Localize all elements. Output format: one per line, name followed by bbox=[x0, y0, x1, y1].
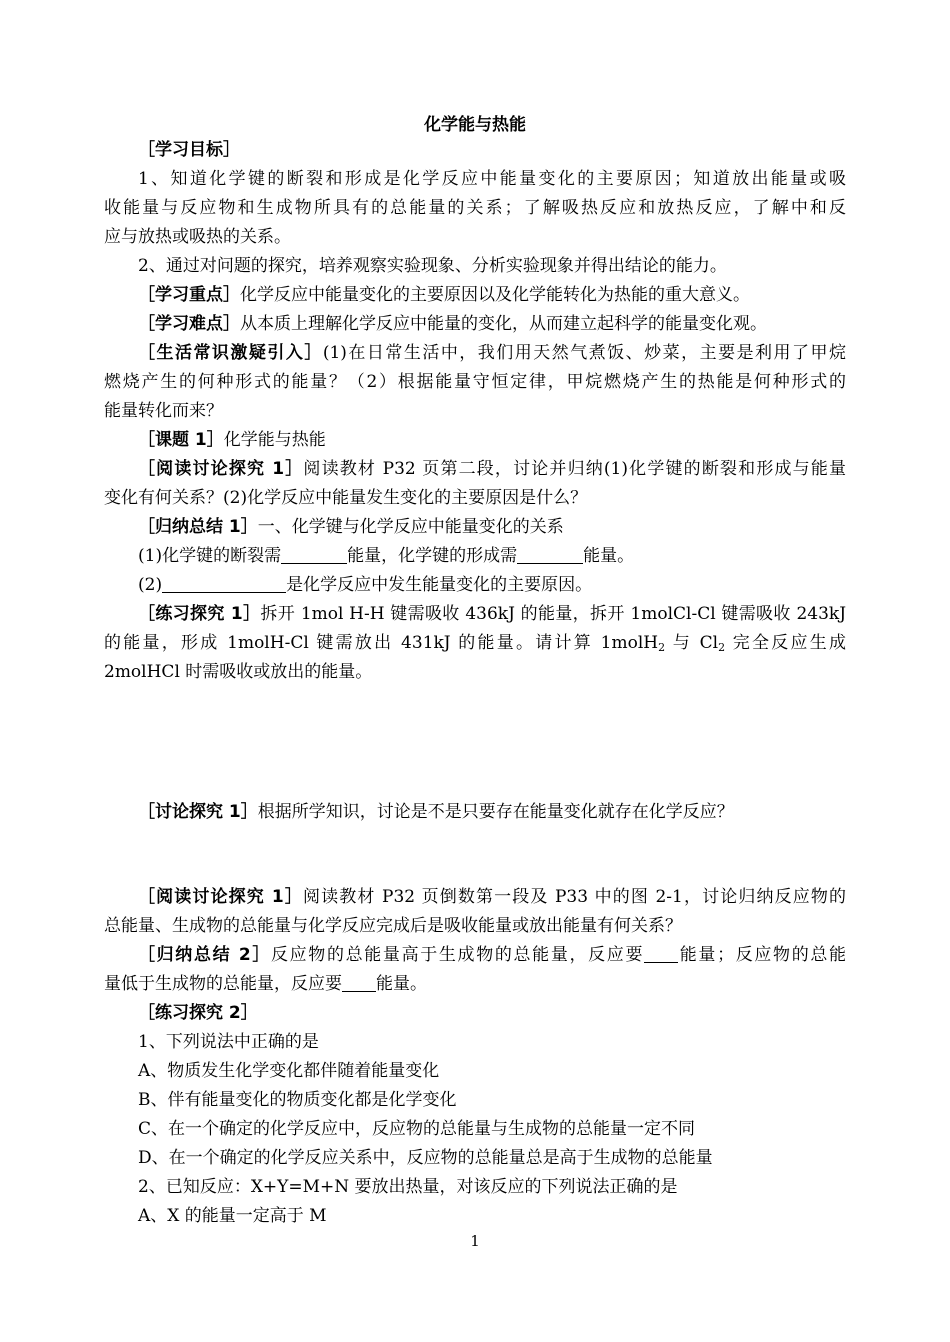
key-point bbox=[104, 281, 846, 310]
goals-heading: ［学习目标］ bbox=[138, 140, 240, 160]
difficulty-heading: ［学习难点］ bbox=[138, 314, 240, 334]
practice-1-heading: ［练习探究 1］ bbox=[138, 604, 261, 624]
read-discuss-2-line-2: 总能量、生成物的总能量与化学反应完成后是吸收能量或放出能量有何关系？ bbox=[104, 916, 682, 936]
summary-2-line-1: ［归纳总结 2］反应物的总能量高于生成物的总能量，反应要 能量；反应物的总能 bbox=[138, 945, 847, 965]
question-1-option-a: A、物质发生化学变化都伴随着能量变化 bbox=[138, 1061, 440, 1081]
goal-2: 2、通过对问题的探究，培养观察实验现象、分析实验现象并得出结论的能力。 bbox=[138, 256, 727, 276]
read-discuss-2-heading: ［阅读讨论探究 1］ bbox=[138, 887, 303, 907]
practice-1-line-1: ［练习探究 1］拆开 1mol H-H 键需吸收 436kJ 的能量，拆开 1molCl-Cl 键需吸收 243kJ bbox=[138, 604, 847, 624]
discuss-1-text: 根据所学知识，讨论是不是只要存在能量变化就存在化学反应？ bbox=[257, 802, 734, 822]
topic-1-text: 化学能与热能 bbox=[223, 430, 326, 450]
fill-blank[interactable] bbox=[517, 545, 583, 564]
fill-blank[interactable] bbox=[281, 545, 347, 564]
topic-1-heading: ［课题 1］ bbox=[138, 430, 224, 450]
key-point-heading: ［学习重点］ bbox=[138, 285, 240, 305]
goal-1-line-2: 收能量与反应物和生成物所具有的总能量的关系；了解吸热反应和放热反应，了解中和反 bbox=[104, 198, 846, 218]
question-2: 2、已知反应：X+Y=M+N 要放出热量，对该反应的下列说法正确的是 bbox=[138, 1177, 678, 1197]
summary-2-line-2: 量低于生成物的总能量，反应要 能量。 bbox=[104, 974, 427, 994]
practice-2-heading: ［练习探究 2］ bbox=[138, 1003, 258, 1023]
discuss-1-heading: ［讨论探究 1］ bbox=[138, 802, 258, 822]
topic-1 bbox=[104, 426, 846, 455]
page-number: 1 bbox=[470, 1232, 480, 1250]
fill-blank[interactable] bbox=[644, 944, 678, 963]
summary-2-heading: ［归纳总结 2］ bbox=[138, 945, 271, 965]
key-point-text: 化学反应中能量变化的主要原因以及化学能转化为热能的重大意义。 bbox=[240, 285, 750, 305]
question-1-option-d: D、在一个确定的化学反应关系中，反应物的总能量总是高于生成物的总能量 bbox=[138, 1148, 713, 1168]
summary-1-fill-2: (2) 是化学反应中发生能量变化的主要原因。 bbox=[138, 575, 593, 595]
intro-line-1: ［生活常识激疑引入］(1)在日常生活中，我们用天然气煮饭、炒菜，主要是利用了甲烷 bbox=[138, 343, 846, 363]
goal-1-line-1: 1、知道化学键的断裂和形成是化学反应中能量变化的主要原因；知道放出能量或吸 bbox=[138, 169, 846, 189]
fill-blank[interactable] bbox=[342, 973, 376, 992]
read-discuss-1-line-2: 变化有何关系？(2)化学反应中能量发生变化的主要原因是什么？ bbox=[104, 488, 588, 508]
document-page bbox=[104, 0, 846, 1342]
difficulty-text: 从本质上理解化学反应中能量的变化，从而建立起科学的能量变化观。 bbox=[240, 314, 767, 334]
difficulty bbox=[104, 310, 846, 339]
question-1-option-c: C、在一个确定的化学反应中，反应物的总能量与生成物的总能量一定不同 bbox=[138, 1119, 696, 1139]
question-1-option-b: B、伴有能量变化的物质变化都是化学变化 bbox=[138, 1090, 457, 1110]
goal-1-line-3: 应与放热或吸热的关系。 bbox=[104, 227, 291, 247]
read-discuss-1-line-1: ［阅读讨论探究 1］阅读教材 P32 页第二段，讨论并归纳(1)化学键的断裂和形成与能量 bbox=[138, 459, 846, 479]
fill-blank[interactable] bbox=[162, 574, 286, 593]
discuss-1 bbox=[104, 798, 846, 827]
summary-1 bbox=[104, 513, 846, 542]
practice-1-line-2: 的能量，形成 1molH-Cl 键需放出 431kJ 的能量。请计算 1molH$_2$ 与 $Cl_2$ 完全反应生成 bbox=[104, 633, 846, 654]
read-discuss-1-heading: ［阅读讨论探究 1］ bbox=[138, 459, 304, 479]
summary-1-fill-1: (1)化学键的断裂需 能量，化学键的形成需 能量。 bbox=[138, 546, 635, 566]
summary-1-heading: ［归纳总结 1］ bbox=[138, 517, 258, 537]
intro-heading: ［生活常识激疑引入］ bbox=[138, 343, 323, 363]
page-title: 化学能与热能 bbox=[424, 115, 526, 135]
summary-1-text: 一、化学键与化学反应中能量变化的关系 bbox=[257, 517, 564, 537]
intro-line-2: 燃烧产生的何种形式的能量？（2）根据能量守恒定律，甲烷燃烧产生的热能是何种形式的 bbox=[104, 372, 846, 392]
question-1: 1、下列说法中正确的是 bbox=[138, 1032, 319, 1052]
question-2-option-a: A、X 的能量一定高于 M bbox=[138, 1206, 327, 1226]
practice-1-line-3: 2molHCl 时需吸收或放出的能量。 bbox=[104, 662, 373, 682]
intro-line-3: 能量转化而来？ bbox=[104, 401, 223, 421]
read-discuss-2-line-1: ［阅读讨论探究 1］阅读教材 P32 页倒数第一段及 P33 中的图 2-1，讨论归纳反应物的 bbox=[138, 887, 846, 907]
